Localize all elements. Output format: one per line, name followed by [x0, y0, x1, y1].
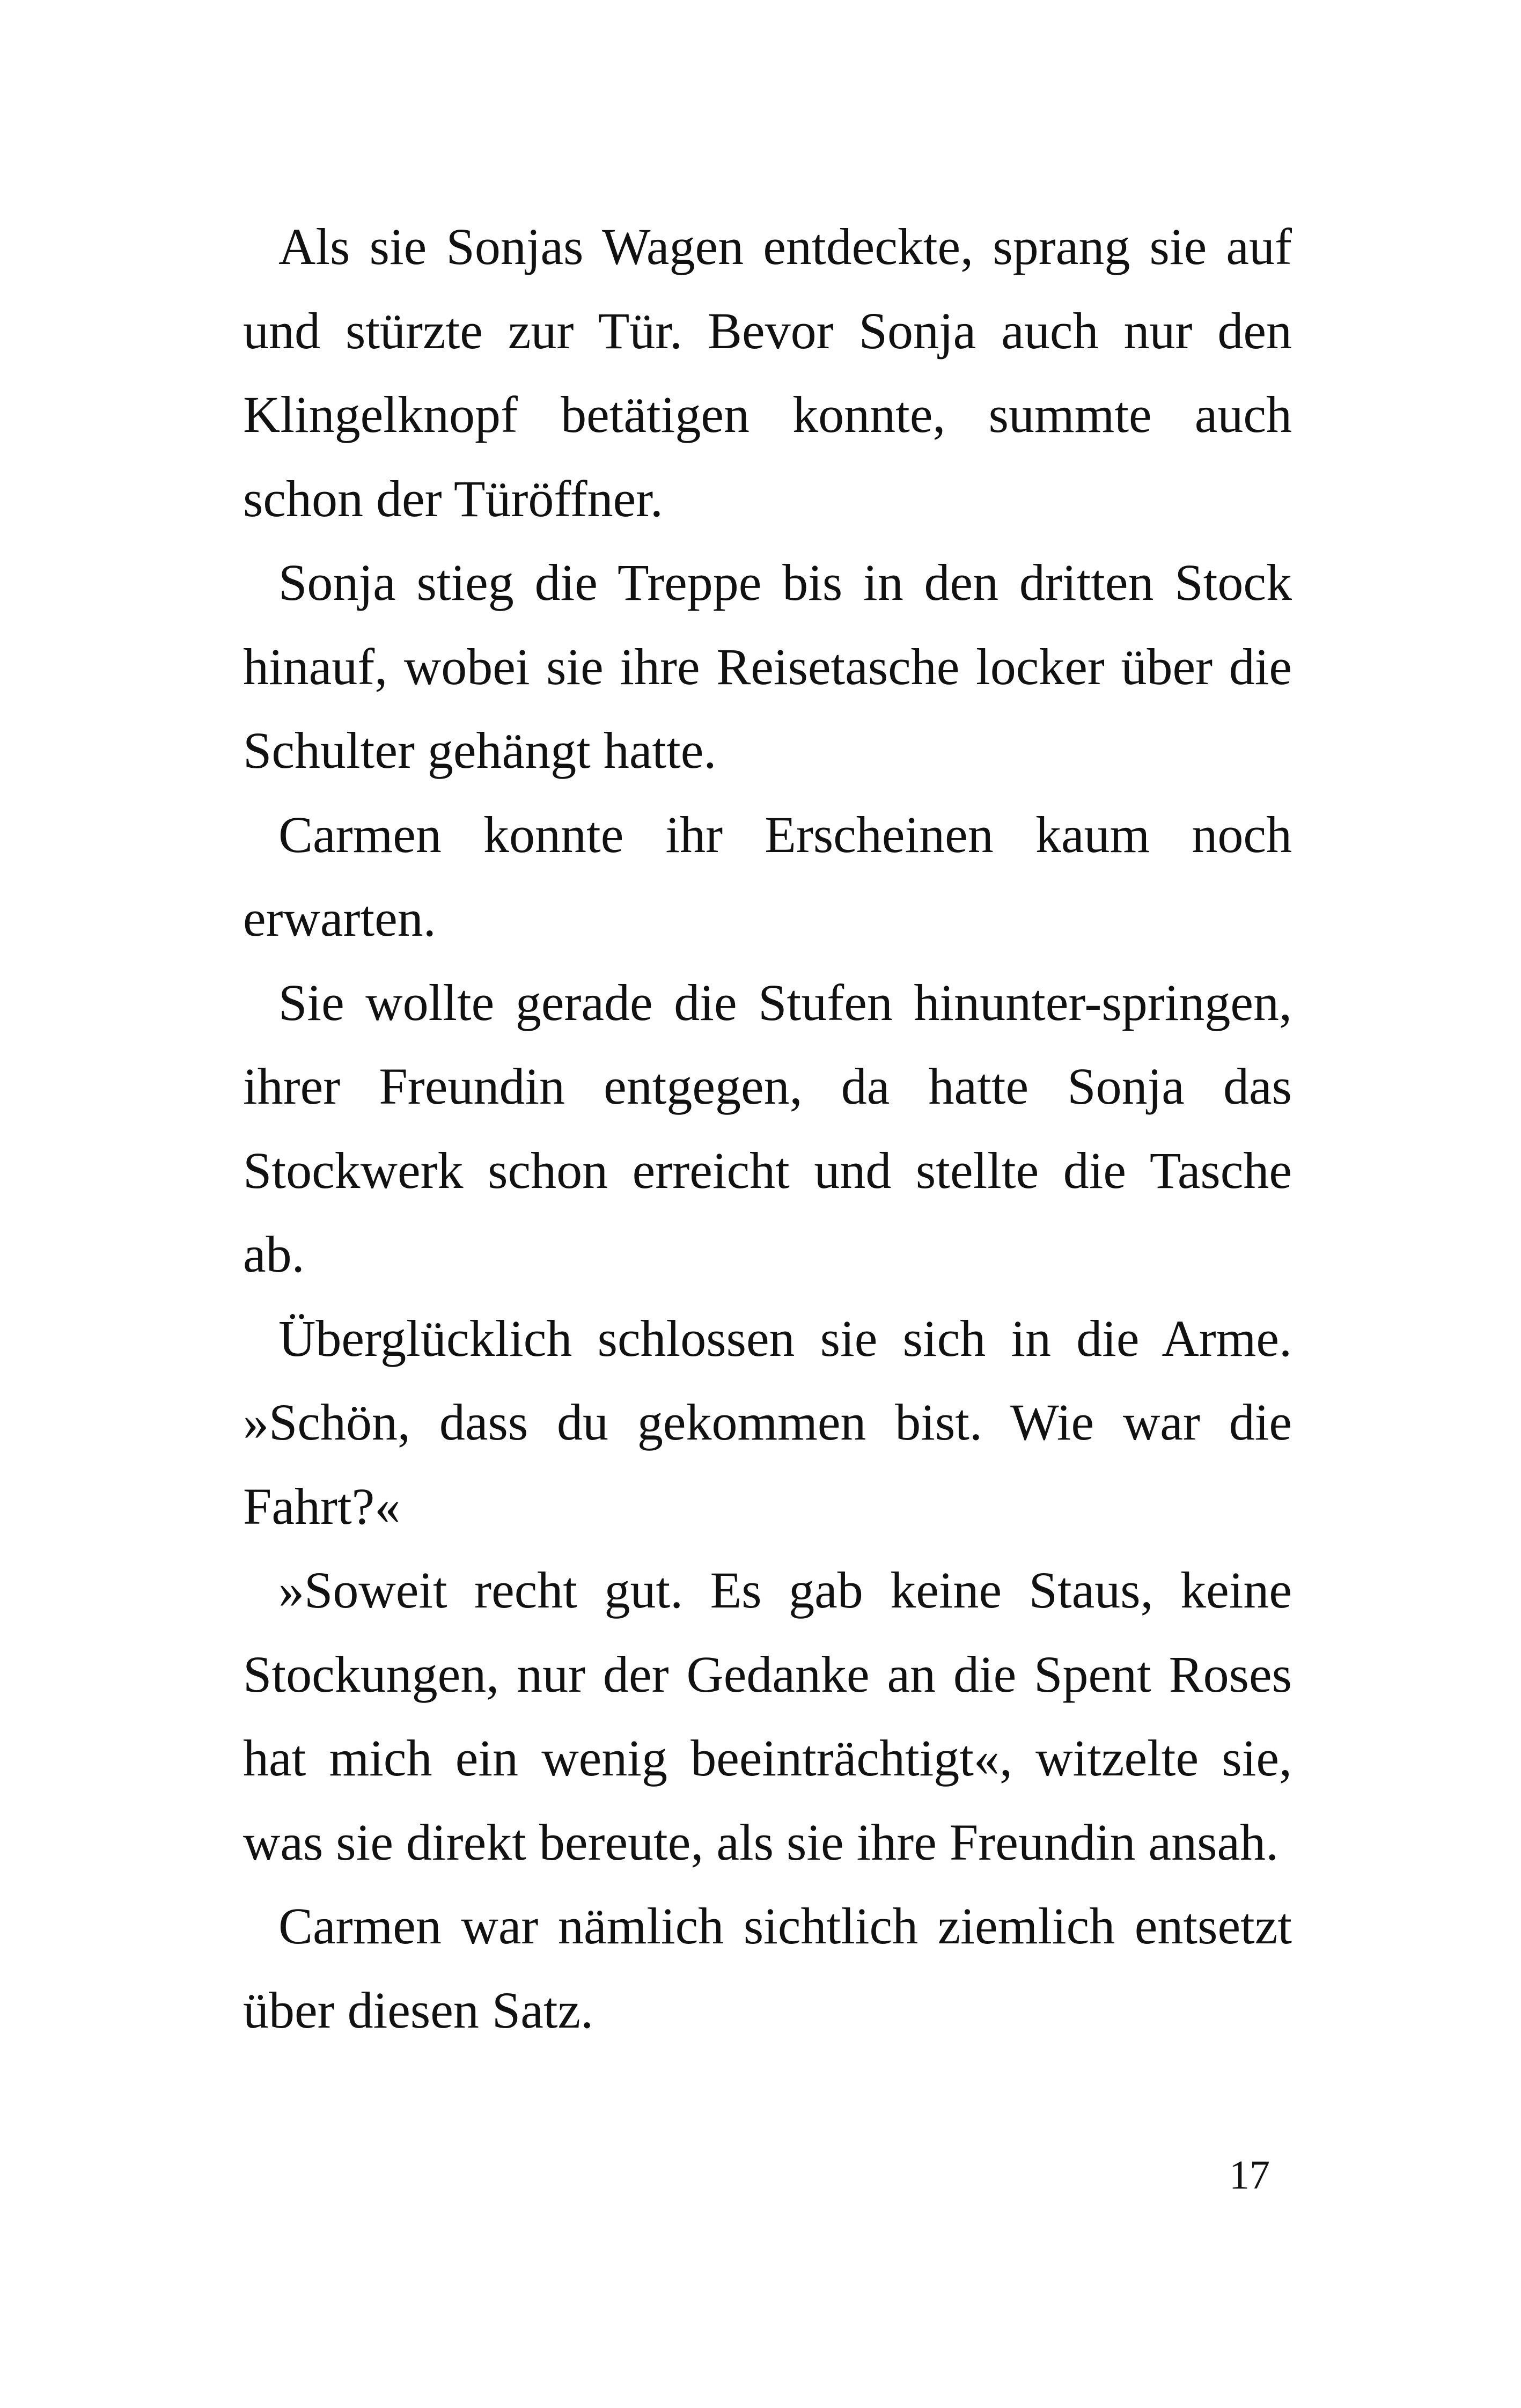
paragraph: Carmen war nämlich sichtlich ziemlich entsetzt über diesen Satz. — [243, 1897, 1292, 2039]
body-text — [243, 205, 1292, 2052]
page-number: 17 — [1229, 2153, 1270, 2198]
paragraph: Sie wollte gerade die Stufen hinunter-springen, ihrer Freundin entgegen, da hatte Sonja das Stockwerk schon erreicht und stellte die Tasche ab. — [243, 973, 1292, 1283]
paragraph: Als sie Sonjas Wagen entdeckte, sprang sie auf und stürzte zur Tür. Bevor Sonja auch nur den Klingelknopf betätigen konnte, summte auch schon der Türöffner. — [243, 218, 1292, 527]
paragraph: Überglücklich schlossen sie sich in die Arme. »Schön, dass du gekommen bist. Wie war die Fahrt?« — [243, 1309, 1292, 1535]
paragraph: Carmen konnte ihr Erscheinen kaum noch erwarten. — [243, 805, 1292, 947]
paragraph: Sonja stieg die Treppe bis in den dritten Stock hinauf, wobei sie ihre Reisetasche locker über die Schulter gehängt hatte. — [243, 554, 1292, 779]
paragraph: »Soweit recht gut. Es gab keine Staus, keine Stockungen, nur der Gedanke an die Spent Roses hat mich ein wenig beeinträchtigt«, witzelte sie, was sie direkt bereute, als sie ihre Freundin ansah. — [243, 1561, 1292, 1871]
